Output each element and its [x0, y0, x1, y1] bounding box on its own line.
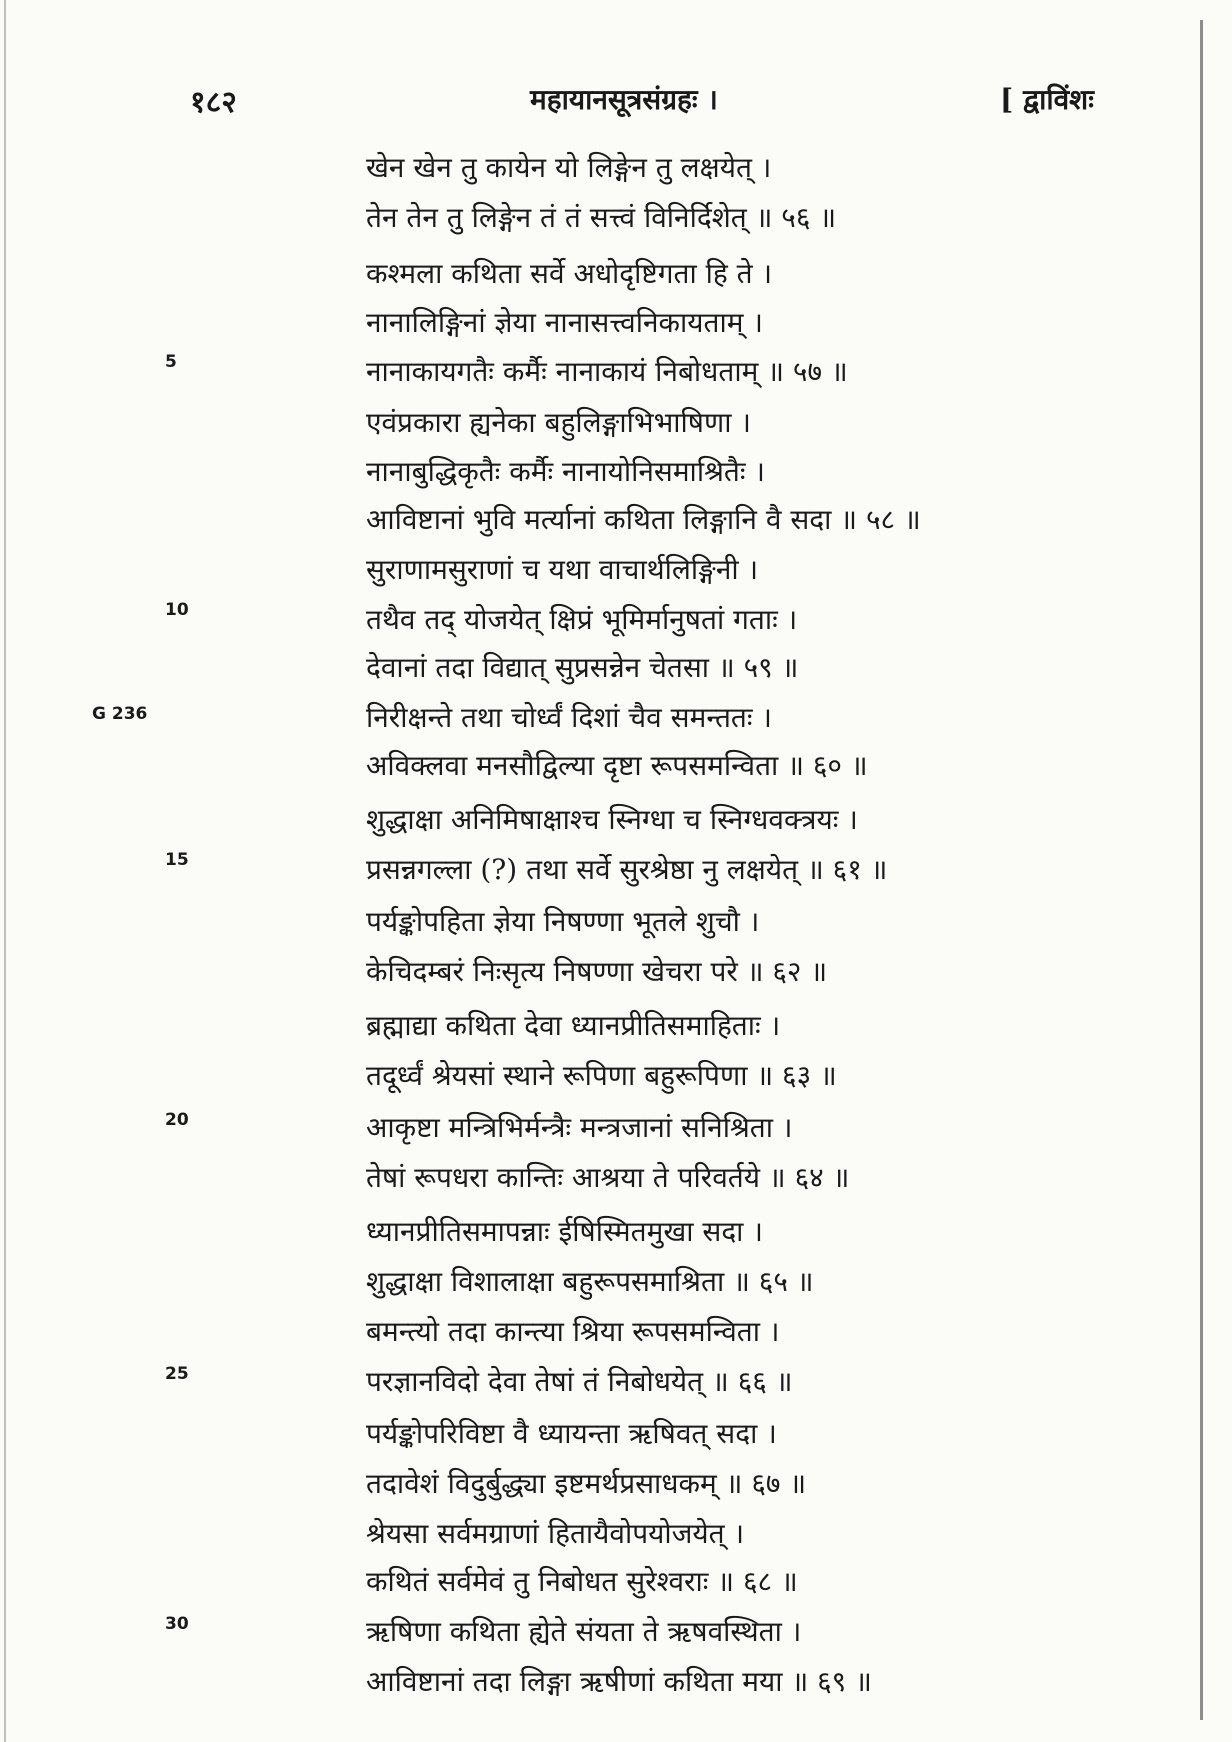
verse-line: पर्यङ्कोपरिविष्टा वै ध्यायन्ता ऋषिवत् सदा ।: [366, 1417, 777, 1450]
verse-line: ब्रह्माद्या कथिता देवा ध्यानप्रीतिसमाहिताः ।: [366, 1009, 781, 1042]
verse-line: तेन तेन तु लिङ्गेन तं तं सत्त्वं विनिर्दिशेत् ॥ ५६ ॥: [366, 201, 837, 234]
line-number-5: 5: [165, 352, 177, 372]
verse-line: आकृष्टा मन्त्रिभिर्मन्त्रैः मन्त्रजानां सनिश्रिता ।: [366, 1111, 793, 1144]
verse-line: तदूर्ध्वं श्रेयसां स्थाने रूपिणा बहुरूपिणा ॥ ६३ ॥: [366, 1059, 837, 1092]
verse-line: पर्यङ्कोपहिता ज्ञेया निषण्णा भूतले शुचौ ।: [366, 905, 760, 938]
verse-line: शुद्धाक्षा विशालाक्षा बहुरूपसमाश्रिता ॥ ६५ ॥: [366, 1265, 814, 1298]
verse-line: प्रसन्नगल्ला (?) तथा सर्वे सुरश्रेष्ठा नु लक्षयेत् ॥ ६१ ॥: [366, 853, 888, 886]
verse-line: नानाकायगतैः कर्मैः नानाकायं निबोधताम् ॥ ५७ ॥: [366, 355, 848, 388]
verse-line: बमन्त्यो तदा कान्त्या श्रिया रूपसमन्विता ।: [366, 1315, 780, 1348]
verse-line: तेषां रूपधरा कान्तिः आश्रया ते परिवर्तये ॥ ६४ ॥: [366, 1161, 850, 1194]
line-number-15: 15: [165, 850, 189, 870]
verse-line: नानाबुद्धिकृतैः कर्मैः नानायोनिसमाश्रितैः ।: [366, 455, 766, 488]
right-edge-rule: [1200, 20, 1203, 1720]
verse-line: केचिदम्बरं निःसृत्य निषण्णा खेचरा परे ॥ ६२ ॥: [366, 955, 828, 988]
running-title: महायानसूत्रसंग्रहः ।: [530, 83, 718, 116]
verse-line: ध्यानप्रीतिसमापन्नाः ईषिस्मितमुखा सदा ।: [366, 1215, 763, 1248]
verse-line: निरीक्षन्ते तथा चोर्ध्वं दिशां चैव समन्ततः ।: [366, 701, 773, 734]
verse-line: देवानां तदा विद्यात् सुप्रसन्नेन चेतसा ॥ ५९ ॥: [366, 651, 799, 684]
verse-line: श्रेयसा सर्वमग्राणां हितायैवोपयोजयेत् ।: [366, 1517, 745, 1550]
verse-line: सुराणामसुराणां च यथा वाचार्थलिङ्गिनी ।: [366, 553, 759, 586]
verse-line: कश्मला कथिता सर्वे अधोदृष्टिगता हि ते ।: [366, 257, 773, 290]
line-number-20: 20: [165, 1110, 189, 1130]
verse-line: तथैव तद् योजयेत् क्षिप्रं भूमिर्मानुषतां गताः ।: [366, 603, 798, 636]
page-number: १८२: [190, 85, 237, 120]
verse-line: खेन खेन तु कायेन यो लिङ्गेन तु लक्षयेत् ।: [366, 151, 772, 184]
line-number-10: 10: [165, 600, 189, 620]
line-number-30: 30: [165, 1614, 189, 1634]
verse-line: तदावेशं विदुर्बुद्ध्या इष्टमर्थप्रसाधकम् ॥ ६७ ॥: [366, 1467, 807, 1500]
verse-line: शुद्धाक्षा अनिमिषाक्षाश्च स्निग्धा च स्निग्धवक्त्रयः ।: [366, 803, 858, 836]
line-number-25: 25: [165, 1364, 189, 1384]
verse-line: आविष्टानां भुवि मर्त्यानां कथिता लिङ्गानि वै सदा ॥ ५८ ॥: [366, 503, 921, 536]
verse-line: कथितं सर्वमेवं तु निबोधत सुरेश्वराः ॥ ६८ ॥: [366, 1565, 798, 1598]
verse-line: नानालिङ्गिनां ज्ञेया नानासत्त्वनिकायताम् ।: [366, 306, 763, 339]
left-edge-rule: [4, 0, 6, 1742]
verse-line: एवंप्रकारा ह्यनेका बहुलिङ्गाभिभाषिणा ।: [366, 406, 751, 439]
margin-reference: G 236: [92, 704, 148, 724]
verse-line: आविष्टानां तदा लिङ्गा ऋषीणां कथिता मया ॥ ६९ ॥: [366, 1665, 872, 1698]
verse-line: अविक्लवा मनसौद्विल्या दृष्टा रूपसमन्विता ॥ ६० ॥: [366, 749, 868, 782]
verse-line: ऋषिणा कथिता ह्येते संयता ते ऋषवस्थिता ।: [366, 1615, 802, 1648]
section-label: [ द्वाविंशः: [1000, 83, 1094, 116]
verse-line: परज्ञानविदो देवा तेषां तं निबोधयेत् ॥ ६६ ॥: [366, 1365, 793, 1398]
